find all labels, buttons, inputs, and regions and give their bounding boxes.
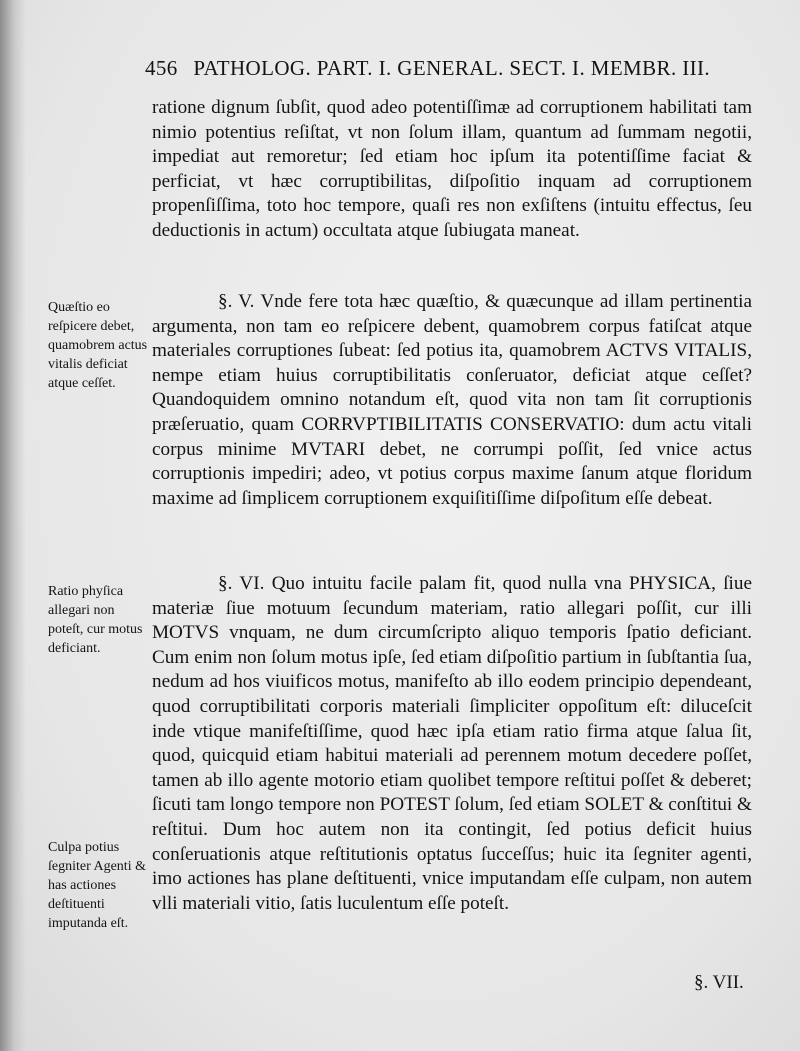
margin-note-v: Quæſtio eo reſpicere debet, quamobrem actus vitalis deficiat atque ceſſet.: [48, 300, 148, 391]
margin-note-vi-1: Ratio phyſica allegari non poteſt, cur motus deficiant.: [48, 584, 143, 656]
page-header: [145, 56, 745, 81]
margin-note-vi-2: Culpa potius ſegniter Agenti & has actiones deſtituenti imputanda eſt.: [48, 840, 146, 931]
running-title: PATHOLOG. PART. I. GENERAL. SECT. I. MEMBR. III.: [193, 56, 711, 80]
continued-text: ratione dignum ſubſit, quod adeo potentiſſimæ ad corruptionem habilitati tam nimio potentius reſiſtat, vt non ſolum illam, quantum ad ſummam negotii, impediat aut remoretur; ſed etiam hoc ipſum ita potentiſſime faciat & perficiat, vt hæc corruptibilitas, diſpoſitio inquam ad corruptionem propenſiſſima, toto hoc tempore, quaſi res non exſiſtens (intuitu effectus, ſeu deductionis in actum) occultata atque ſubiugata maneat.: [152, 97, 752, 241]
catchword: §. VII.: [694, 972, 744, 993]
section-vi: [152, 572, 752, 916]
binding-shadow: [0, 0, 26, 1051]
paragraph-continuation: [152, 96, 752, 244]
section-vi-text: §. VI. Quo intuitu facile palam fit, quod nulla vna PHYSICA, ſiue materiæ ſiue motuum ſecundum materiam, ratio allegari poſſit, cur illi MOTVS vnquam, ne dum circumſcripto aliquo temporis ſpatio deficiant. Cum enim non ſolum motus ipſe, ſed etiam diſpoſitio partium in ſubſtantia ſua, nedum ad hos viuificos motus, manifeſto ab illo eodem principio dependeant, quod corruptibilitati corporis materiali ſimpliciter oppoſitum eſt: diluceſcit inde vtique manifeſtiſſime, quod hæc ipſa etiam ratio firma atque ſalua ſit, quod, quicquid etiam habitui materiali ad perennem motum decedere poſſet, tamen ab illo agente motorio etiam quolibet tempore reſtitui poſſet & deberet; ſicuti tam longo tempore non POTEST ſolum, ſed etiam SOLET & conſtitui & reſtitui. Dum hoc autem non ita contingit, ſed potius deficit huius conſeruationis atque reſtitutionis optatus ſucceſſus; huic ita ſegniter agenti, imo actiones has plane deſtituenti, vnice imputandam eſſe culpam, non autem vlli materiali vitio, ſatis luculentum eſſe poteſt.: [152, 573, 752, 914]
section-v: [152, 290, 752, 511]
section-v-text: §. V. Vnde fere tota hæc quæſtio, & quæcunque ad illam pertinentia argumenta, non tam eo reſpicere debent, quamobrem corpus fatiſcat atque materiales corruptiones ſubeat: ſed potius ita, quamobrem ACTVS VITALIS, nempe etiam huius corruptibilitatis conſeruator, deficiat atque ceſſet? Quandoquidem omnino notandum eſt, quod vita non tam ſit corruptionis præſeruatio, quam CORRVPTIBILITATIS CONSERVATIO: dum actu vitali corpus minime MVTARI debet, ne corrumpi poſſit, ſed vnice actus corruptionis impediri; adeo, vt potius corpus maxime ſanum atque floridum maxime ad ſimplicem corruptionem exquiſitiſſime diſpoſitum eſſe debeat.: [152, 291, 752, 509]
page-number: 456: [145, 56, 178, 80]
